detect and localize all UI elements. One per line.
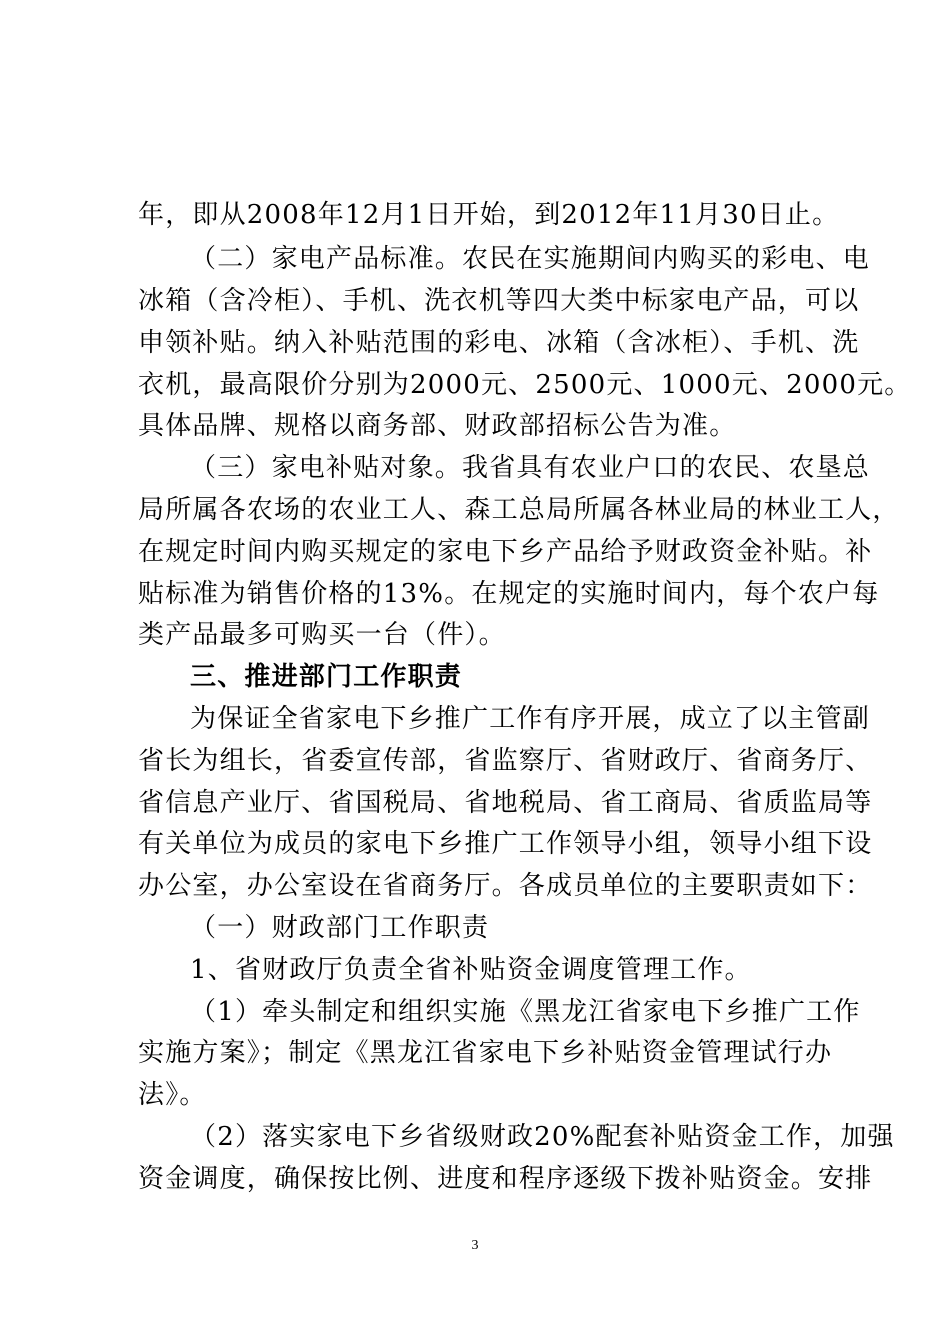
text-line: （2）落实家电下乡省级财政20%配套补贴资金工作，加强 xyxy=(190,1122,895,1152)
text-line: 省信息产业厅、省国税局、省地税局、省工商局、省质监局等 xyxy=(138,788,873,818)
page-number: 3 xyxy=(471,1238,479,1253)
text-line: 省长为组长，省委宣传部，省监察厅、省财政厅、省商务厅、 xyxy=(138,746,873,776)
text-line: 类产品最多可购买一台（件）。 xyxy=(138,620,506,650)
text-line: 资金调度，确保按比例、进度和程序逐级下拨补贴资金。安排 xyxy=(138,1164,873,1194)
text-line: 实施方案》；制定《黑龙江省家电下乡补贴资金管理试行办 xyxy=(138,1038,833,1068)
text-line: 局所属各农场的农业工人、森工总局所属各林业局的林业工人， xyxy=(138,495,900,525)
text-line: （1）牵头制定和组织实施《黑龙江省家电下乡推广工作 xyxy=(190,997,861,1027)
section-heading: 三、推进部门工作职责 xyxy=(190,662,463,692)
text-line: 具体品牌、规格以商务部、财政部招标公告为准。 xyxy=(138,411,737,441)
text-line: 贴标准为销售价格的13%。在规定的实施时间内，每个农户每 xyxy=(138,579,880,609)
text-line: 1、省财政厅负责全省补贴资金调度管理工作。 xyxy=(190,955,752,985)
subsection-heading: （一）财政部门工作职责 xyxy=(190,913,490,943)
text-line: 法》。 xyxy=(138,1080,207,1110)
text-line: 在规定时间内购买规定的家电下乡产品给予财政资金补贴。补 xyxy=(138,537,873,567)
text-line: （三）家电补贴对象。我省具有农业户口的农民、农垦总 xyxy=(190,453,871,483)
text-line: 为保证全省家电下乡推广工作有序开展，成立了以主管副 xyxy=(190,704,871,734)
text-line: 年，即从2008年12月1日开始，到2012年11月30日止。 xyxy=(138,200,840,230)
text-line: 申领补贴。纳入补贴范围的彩电、冰箱（含冰柜）、手机、洗 xyxy=(138,328,860,358)
text-line: （二）家电产品标准。农民在实施期间内购买的彩电、电 xyxy=(190,244,871,274)
text-line: 办公室，办公室设在省商务厅。各成员单位的主要职责如下： xyxy=(138,871,873,901)
text-line: 冰箱（含冷柜）、手机、洗衣机等四大类中标家电产品，可以 xyxy=(138,286,860,316)
text-line: 衣机，最高限价分别为2000元、2500元、1000元、2000元。 xyxy=(138,370,912,400)
text-line: 有关单位为成员的家电下乡推广工作领导小组，领导小组下设 xyxy=(138,829,873,859)
